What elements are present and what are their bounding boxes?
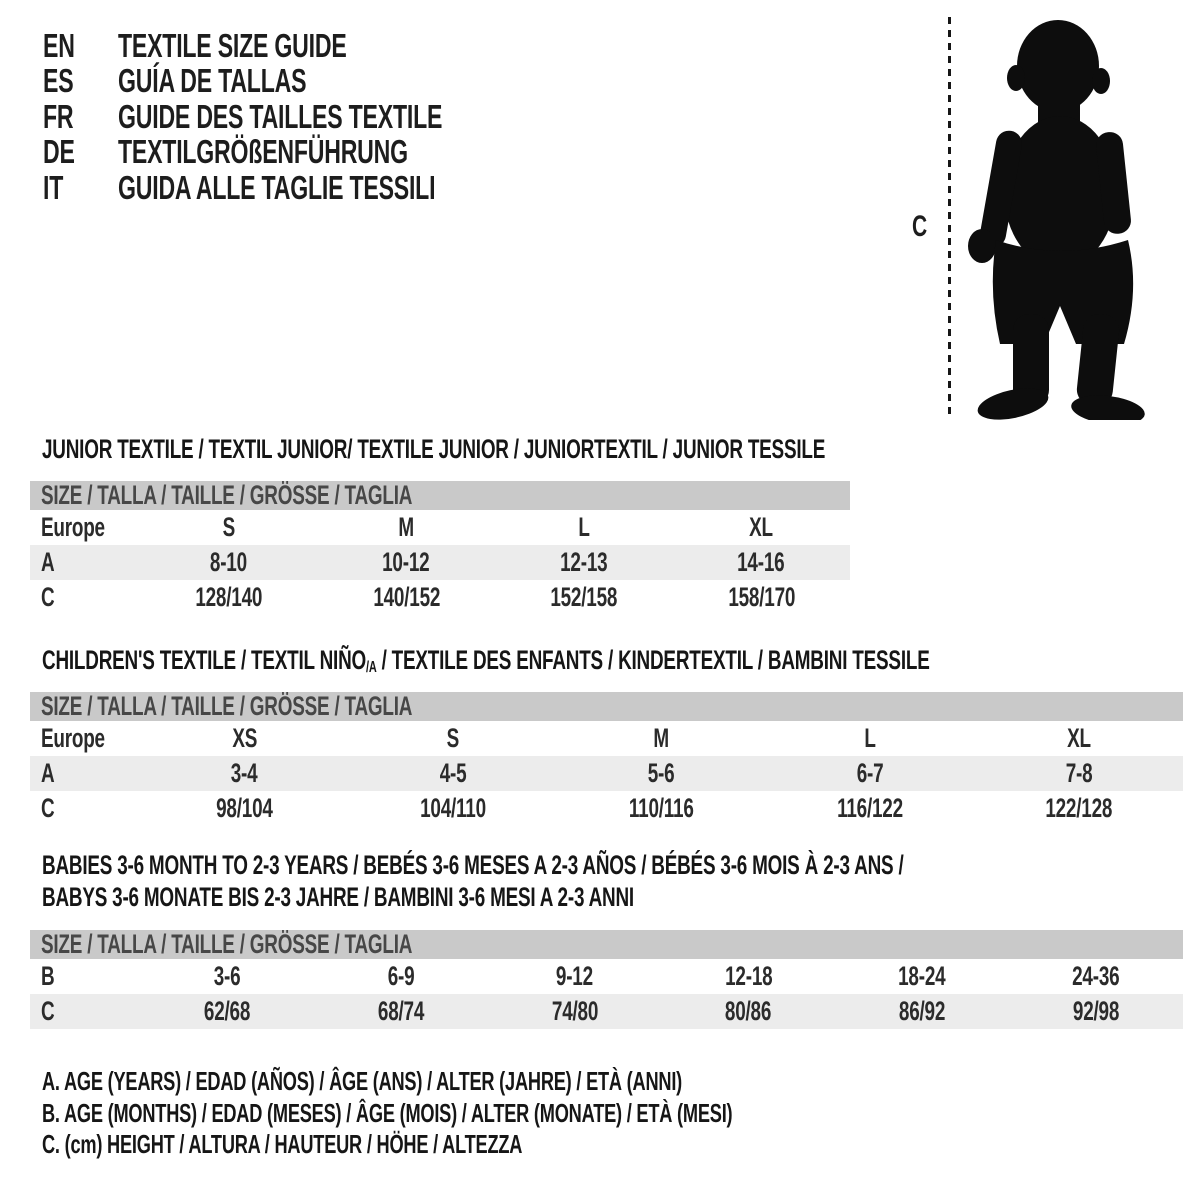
language-row-en bbox=[43, 28, 581, 64]
age-cell: 18-24 bbox=[898, 961, 946, 991]
height-cell: 122/128 bbox=[1045, 793, 1113, 823]
size-header-row: SIZE / TALLA / TAILLE / GRÖSSE / TAGLIA bbox=[30, 930, 1183, 959]
babies-section-title bbox=[42, 849, 1200, 913]
height-cell: 86/92 bbox=[899, 996, 946, 1026]
row-label: Europe bbox=[41, 723, 105, 753]
children-section-title: CHILDREN'S TEXTILE / TEXTIL NIÑO/A / TEXTILE DES ENFANTS / KINDERTEXTIL / BAMBINI TESSILE bbox=[42, 645, 930, 676]
babies-size-table bbox=[30, 930, 1183, 1029]
table-row-height-cm bbox=[30, 791, 1183, 826]
size-cell: M bbox=[398, 512, 415, 542]
age-cell: 4-5 bbox=[439, 758, 467, 788]
language-title: GUIDA ALLE TAGLIE TESSILI bbox=[118, 168, 436, 206]
age-cell: 3-4 bbox=[230, 758, 258, 788]
table-row-height-cm bbox=[30, 994, 1183, 1029]
language-row-fr bbox=[43, 99, 581, 135]
language-list bbox=[43, 28, 581, 206]
age-cell: 14-16 bbox=[737, 547, 785, 577]
children-size-table bbox=[30, 692, 1183, 826]
row-label: B bbox=[41, 961, 55, 991]
language-code: DE bbox=[43, 133, 75, 171]
row-label: Europe bbox=[41, 512, 105, 542]
age-cell: 24-36 bbox=[1072, 961, 1120, 991]
language-row-es bbox=[43, 64, 581, 100]
height-cell: 74/80 bbox=[551, 996, 598, 1026]
age-cell: 6-7 bbox=[856, 758, 884, 788]
height-cell: 80/86 bbox=[725, 996, 772, 1026]
table-row-europe bbox=[30, 721, 1183, 756]
table-row-age-years bbox=[30, 756, 1183, 791]
height-cell: 104/110 bbox=[419, 793, 486, 823]
age-cell: 12-18 bbox=[724, 961, 773, 991]
junior-section-title: JUNIOR TEXTILE / TEXTIL JUNIOR/ TEXTILE JUNIOR / JUNIORTEXTIL / JUNIOR TESSILE bbox=[42, 434, 826, 464]
legend-line-a: A. AGE (YEARS) / EDAD (AÑOS) / ÂGE (ANS) / ALTER (JAHRE) / ETÀ (ANNI) bbox=[42, 1066, 683, 1097]
row-label: A bbox=[41, 758, 55, 788]
junior-size-table bbox=[30, 481, 850, 615]
size-cell: L bbox=[864, 723, 876, 753]
height-cell: 158/170 bbox=[727, 582, 795, 612]
height-cell: 116/122 bbox=[837, 793, 903, 823]
age-cell: 6-9 bbox=[387, 961, 415, 991]
height-measure-label: C bbox=[912, 210, 927, 243]
height-cell: 110/116 bbox=[629, 793, 694, 823]
size-cell: XL bbox=[749, 512, 774, 542]
height-cell: 98/104 bbox=[216, 793, 273, 823]
height-cell: 152/158 bbox=[550, 582, 618, 612]
height-cell: 92/98 bbox=[1072, 996, 1120, 1026]
row-label: C bbox=[41, 793, 55, 823]
language-title: GUIDE DES TAILLES TEXTILE bbox=[118, 97, 443, 135]
legend-line-b: B. AGE (MONTHS) / EDAD (MESES) / ÂGE (MOIS) / ALTER (MONATE) / ETÀ (MESI) bbox=[42, 1097, 733, 1128]
table-row-height-cm bbox=[30, 580, 850, 615]
age-cell: 12-13 bbox=[560, 547, 608, 577]
language-code: IT bbox=[43, 168, 64, 206]
age-cell: 8-10 bbox=[210, 547, 248, 577]
age-cell: 9-12 bbox=[556, 961, 594, 991]
height-cell: 140/152 bbox=[372, 582, 440, 612]
age-cell: 7-8 bbox=[1065, 758, 1093, 788]
language-title: TEXTILE SIZE GUIDE bbox=[118, 26, 347, 64]
table-row-age-months bbox=[30, 959, 1183, 994]
row-label: C bbox=[41, 582, 55, 612]
height-cell: 62/68 bbox=[203, 996, 251, 1026]
row-label: A bbox=[41, 547, 55, 577]
size-header-row: SIZE / TALLA / TAILLE / GRÖSSE / TAGLIA bbox=[30, 481, 850, 510]
size-cell: S bbox=[446, 723, 460, 753]
nino-a-subscript: /A bbox=[366, 658, 377, 676]
babies-title-line1: BABIES 3-6 MONTH TO 2-3 YEARS / BEBÉS 3-6 MESES A 2-3 AÑOS / BÉBÉS 3-6 MOIS À 2-3 ANS / bbox=[42, 850, 904, 880]
measurement-legend bbox=[42, 1066, 1028, 1161]
language-row-it bbox=[43, 170, 581, 206]
table-row-age-years bbox=[30, 545, 850, 580]
height-measure-dashed-line bbox=[948, 17, 951, 416]
language-code: ES bbox=[43, 62, 74, 100]
language-row-de bbox=[43, 135, 581, 171]
age-cell: 5-6 bbox=[648, 758, 675, 788]
age-cell: 10-12 bbox=[382, 547, 430, 577]
toddler-silhouette-icon bbox=[958, 14, 1153, 420]
language-title: TEXTILGRÖßENFÜHRUNG bbox=[118, 133, 408, 171]
size-cell: XL bbox=[1066, 723, 1091, 753]
size-header-row: SIZE / TALLA / TAILLE / GRÖSSE / TAGLIA bbox=[30, 692, 1183, 721]
language-code: EN bbox=[43, 26, 75, 64]
table-row-europe bbox=[30, 510, 850, 545]
language-title: GUÍA DE TALLAS bbox=[118, 62, 307, 100]
height-cell: 68/74 bbox=[377, 996, 424, 1026]
legend-line-c: C. (cm) HEIGHT / ALTURA / HAUTEUR / HÖHE / ALTEZZA bbox=[42, 1129, 523, 1160]
size-cell: M bbox=[653, 723, 670, 753]
height-cell: 128/140 bbox=[195, 582, 263, 612]
age-cell: 3-6 bbox=[213, 961, 241, 991]
size-cell: S bbox=[222, 512, 235, 542]
row-label: C bbox=[41, 996, 55, 1026]
size-cell: XS bbox=[231, 723, 257, 753]
language-code: FR bbox=[43, 97, 74, 135]
babies-title-line2: BABYS 3-6 MONATE BIS 2-3 JAHRE / BAMBINI 3-6 MESI A 2-3 ANNI bbox=[42, 882, 634, 912]
size-cell: L bbox=[578, 512, 590, 542]
